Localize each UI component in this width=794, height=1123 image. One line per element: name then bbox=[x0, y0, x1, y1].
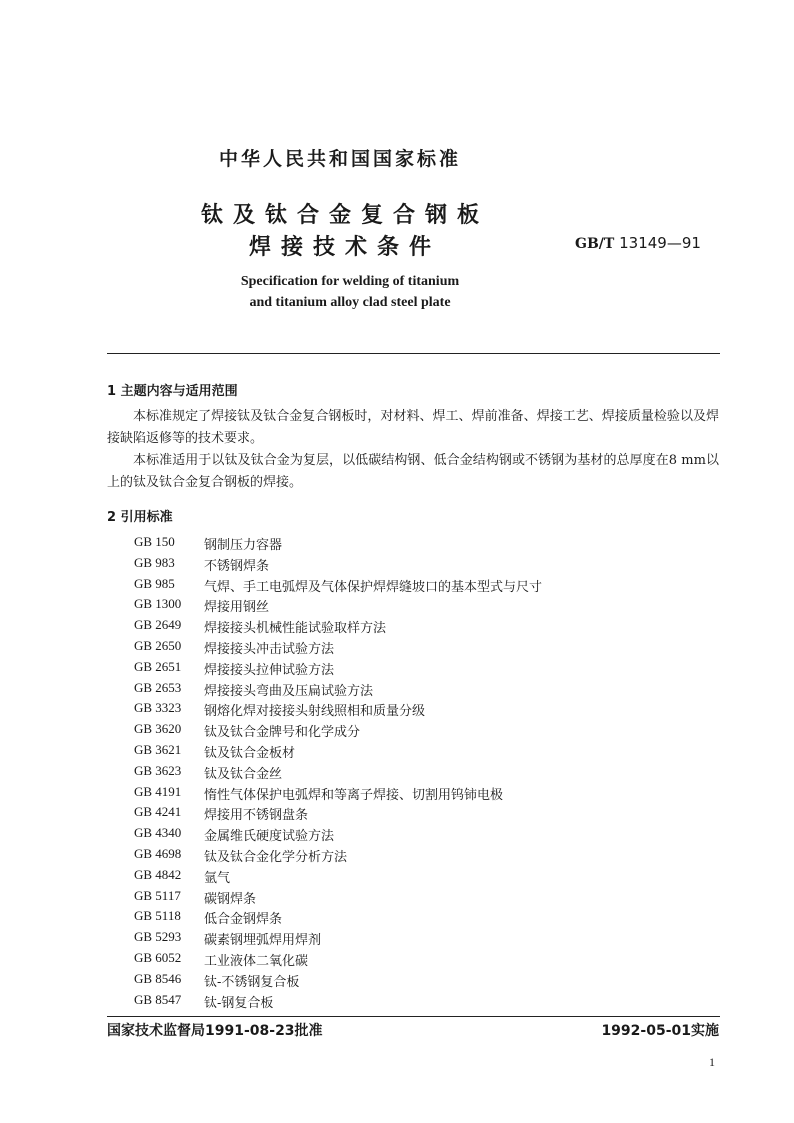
reference-code: GB 6052 bbox=[134, 949, 182, 965]
header-divider bbox=[107, 353, 720, 354]
reference-title: 钛及钛合金板材 bbox=[204, 745, 296, 761]
reference-item bbox=[134, 804, 542, 825]
section1-heading: 1 主题内容与适用范围 bbox=[107, 384, 238, 399]
reference-title: 钛及钛合金化学分析方法 bbox=[204, 849, 348, 865]
reference-item bbox=[134, 617, 542, 638]
reference-code: GB 5118 bbox=[134, 908, 181, 924]
reference-title: 钛-钢复合板 bbox=[204, 995, 274, 1011]
reference-code: GB 4241 bbox=[134, 804, 182, 820]
reference-item bbox=[134, 825, 542, 846]
reference-title: 焊接接头拉伸试验方法 bbox=[204, 662, 335, 678]
reference-item bbox=[134, 992, 542, 1013]
reference-code: GB 150 bbox=[134, 534, 175, 549]
reference-code: GB 2650 bbox=[134, 637, 182, 653]
reference-code: GB 4340 bbox=[134, 825, 182, 841]
reference-code: GB 2651 bbox=[134, 658, 182, 674]
section1-paragraph: 本标准规定了焊接钛及钛合金复合钢板时，对材料、焊工、焊前准备、焊接工艺、焊接质量检验以及焊接缺陷返修等的技术要求。 bbox=[107, 409, 719, 446]
reference-code: GB 5117 bbox=[134, 887, 181, 903]
reference-code: GB 985 bbox=[134, 575, 175, 591]
standard-code-number: 13149—91 bbox=[619, 234, 701, 252]
reference-title: 钛及钛合金牌号和化学成分 bbox=[204, 725, 361, 741]
reference-title: 焊接接头机械性能试验取样方法 bbox=[204, 621, 387, 637]
reference-title: 钢熔化焊对接接头射线照相和质量分级 bbox=[204, 704, 426, 720]
reference-item bbox=[134, 700, 542, 721]
reference-title: 碳素钢埋弧焊用焊剂 bbox=[204, 933, 322, 949]
reference-title: 焊接用钢丝 bbox=[204, 600, 270, 616]
reference-code: GB 4191 bbox=[134, 783, 182, 799]
standard-code-prefix: GB/T bbox=[575, 236, 615, 252]
reference-item bbox=[134, 846, 542, 867]
footer-divider bbox=[107, 1016, 720, 1017]
reference-item bbox=[134, 742, 542, 763]
reference-code: GB 8546 bbox=[134, 970, 182, 986]
reference-code: GB 3620 bbox=[134, 721, 182, 737]
reference-code: GB 4842 bbox=[134, 866, 182, 882]
reference-item bbox=[134, 763, 542, 784]
reference-code: GB 5293 bbox=[134, 929, 182, 945]
reference-title: 惰性气体保护电弧焊和等离子焊接、切割用钨铈电极 bbox=[204, 787, 504, 803]
reference-item bbox=[134, 659, 542, 680]
reference-code: GB 8547 bbox=[134, 991, 182, 1007]
reference-item bbox=[134, 534, 542, 555]
reference-item bbox=[134, 721, 542, 742]
reference-title: 焊接用不锈钢盘条 bbox=[204, 808, 309, 824]
standard-code bbox=[575, 234, 701, 252]
english-title-line1: Specification for welding of titanium bbox=[240, 274, 460, 289]
reference-item bbox=[134, 888, 542, 909]
reference-code: GB 3323 bbox=[134, 700, 182, 716]
reference-list bbox=[134, 534, 542, 1012]
reference-title: 不锈钢焊条 bbox=[204, 558, 270, 574]
reference-item bbox=[134, 596, 542, 617]
reference-title: 气焊、手工电弧焊及气体保护焊焊缝坡口的基本型式与尺寸 bbox=[204, 579, 543, 595]
reference-item bbox=[134, 680, 542, 701]
reference-code: GB 3621 bbox=[134, 741, 182, 757]
english-title-line2: and titanium alloy clad steel plate bbox=[249, 295, 451, 310]
page-number: 1 bbox=[709, 1055, 715, 1069]
reference-item bbox=[134, 971, 542, 992]
reference-title: 金属维氏硬度试验方法 bbox=[204, 829, 335, 845]
reference-item bbox=[134, 867, 542, 888]
reference-title: 低合金钢焊条 bbox=[204, 912, 283, 928]
section1-body bbox=[107, 406, 719, 494]
section1-paragraph: 本标准适用于以钛及钛合金为复层，以低碳结构钢、低合金结构钢或不锈钢为基材的总厚度在8 mm以上的钛及钛合金复合钢板的焊接。 bbox=[107, 453, 719, 490]
reference-code: GB 2649 bbox=[134, 617, 182, 633]
section2-heading: 2 引用标准 bbox=[107, 510, 173, 525]
reference-item bbox=[134, 929, 542, 950]
reference-item bbox=[134, 576, 542, 597]
reference-item bbox=[134, 950, 542, 971]
reference-item bbox=[134, 908, 542, 929]
reference-title: 焊接接头弯曲及压扁试验方法 bbox=[204, 683, 374, 699]
standard-title-line2: 焊接技术条件 bbox=[248, 235, 441, 260]
standard-category: 中华人民共和国国家标准 bbox=[218, 148, 461, 170]
approval-info: 国家技术监督局1991-08-23批准 bbox=[107, 1023, 323, 1039]
reference-code: GB 4698 bbox=[134, 845, 182, 861]
reference-item bbox=[134, 638, 542, 659]
standard-title-line1: 钛及钛合金复合钢板 bbox=[200, 203, 489, 228]
reference-item bbox=[134, 555, 542, 576]
reference-title: 钛-不锈钢复合板 bbox=[204, 974, 300, 990]
reference-code: GB 2653 bbox=[134, 679, 182, 695]
reference-title: 钢制压力容器 bbox=[204, 538, 283, 553]
reference-title: 碳钢焊条 bbox=[204, 891, 257, 907]
reference-title: 氩气 bbox=[204, 870, 231, 886]
reference-code: GB 3623 bbox=[134, 762, 182, 778]
reference-title: 焊接接头冲击试验方法 bbox=[204, 641, 335, 657]
reference-title: 工业液体二氧化碳 bbox=[204, 953, 309, 969]
reference-code: GB 1300 bbox=[134, 596, 182, 612]
reference-title: 钛及钛合金丝 bbox=[204, 766, 283, 782]
reference-item bbox=[134, 784, 542, 805]
effective-date: 1992-05-01实施 bbox=[601, 1023, 719, 1039]
reference-code: GB 983 bbox=[134, 554, 175, 570]
